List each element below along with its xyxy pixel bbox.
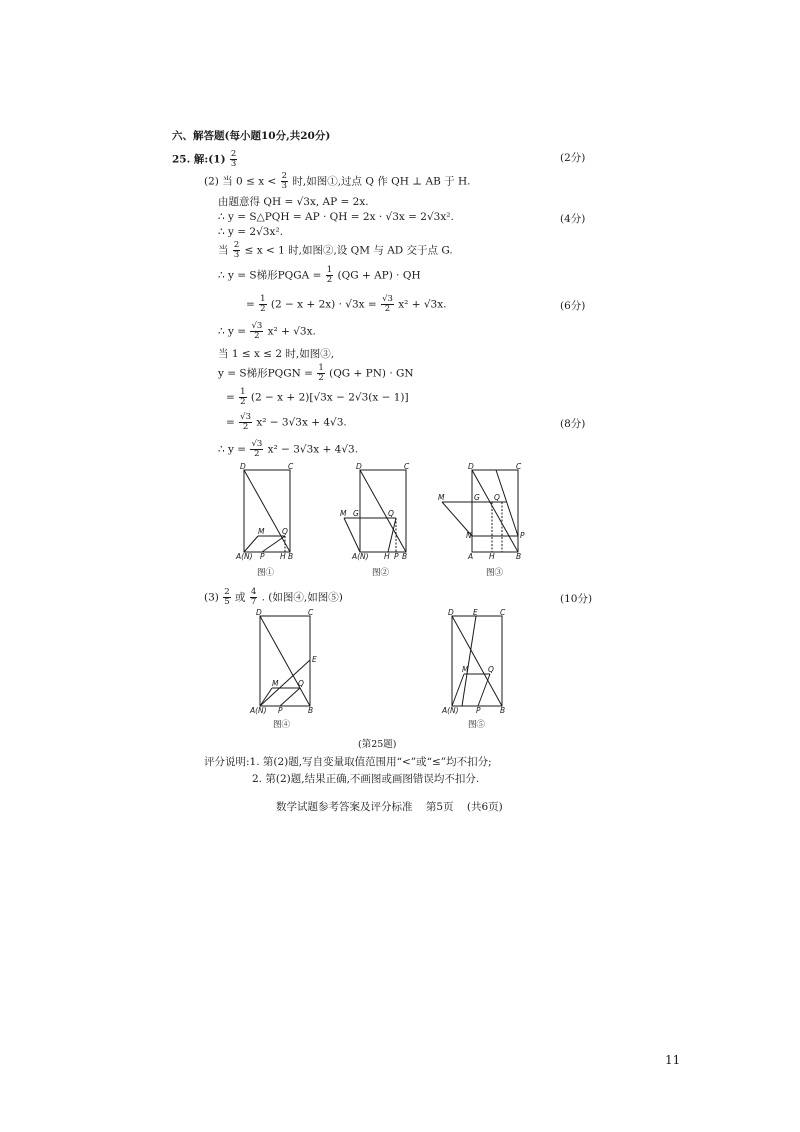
figure-4 bbox=[250, 608, 320, 714]
figure-5 bbox=[442, 608, 512, 714]
part2-line11: = $\frac{1}{2}$ (2 − x + 2)[√3x − 2√3(x − 1)] bbox=[226, 387, 409, 407]
svg-text:P: P bbox=[394, 552, 399, 561]
svg-text:C: C bbox=[516, 462, 522, 471]
svg-text:A(N): A(N) bbox=[352, 552, 369, 561]
svg-text:Q: Q bbox=[488, 665, 494, 674]
scoring-note-2: 2. 第(2)题,结果正确,不画图或画图错误均不扣分. bbox=[252, 773, 480, 785]
svg-text:A(N): A(N) bbox=[236, 552, 253, 561]
svg-text:P: P bbox=[520, 531, 525, 540]
part2-line12: = $\frac{√3}{2}$ x² − 3√3x + 4√3. bbox=[226, 412, 347, 432]
svg-text:D: D bbox=[256, 608, 262, 617]
part2-line13: ∴ y = $\frac{√3}{2}$ x² − 3√3x + 4√3. bbox=[218, 439, 359, 459]
svg-text:Q: Q bbox=[388, 509, 394, 518]
part2-line2: 由题意得 QH = √3x, AP = 2x. bbox=[218, 196, 369, 208]
svg-text:A: A bbox=[468, 552, 474, 561]
svg-text:G: G bbox=[353, 509, 359, 518]
page-footer: 数学试题参考答案及评分标准 第5页 (共6页) bbox=[276, 801, 503, 813]
svg-text:P: P bbox=[476, 706, 481, 715]
part2-case1: (2) 当 0 ≤ x < $\frac{2}{3}$ 时,如图①,过点 Q 作 QH ⊥ AB 于 H. bbox=[204, 171, 471, 191]
svg-text:A(N): A(N) bbox=[250, 706, 267, 715]
svg-text:D: D bbox=[356, 462, 362, 471]
part2-line3: ∴ y = S△PQH = AP · QH = 2x · √3x = 2√3x². bbox=[218, 211, 454, 223]
caption-fig2: 图② bbox=[372, 568, 390, 578]
svg-text:Q: Q bbox=[298, 679, 304, 688]
svg-text:P: P bbox=[260, 552, 265, 561]
svg-text:C: C bbox=[500, 608, 506, 617]
answer1-fraction: $\frac{2}{3}$ bbox=[230, 149, 237, 169]
svg-text:P: P bbox=[278, 706, 283, 715]
svg-text:E: E bbox=[312, 655, 317, 664]
caption-fig4: 图④ bbox=[273, 720, 291, 730]
svg-text:N: N bbox=[466, 531, 472, 540]
svg-text:B: B bbox=[308, 706, 314, 715]
svg-text:H: H bbox=[384, 552, 390, 561]
svg-text:B: B bbox=[402, 552, 408, 561]
svg-text:C: C bbox=[308, 608, 314, 617]
svg-text:C: C bbox=[404, 462, 410, 471]
svg-text:Q: Q bbox=[494, 493, 500, 502]
svg-text:M: M bbox=[340, 509, 347, 518]
points-4: (8分) bbox=[560, 418, 586, 430]
svg-text:M: M bbox=[438, 493, 445, 502]
answer-part1 bbox=[172, 150, 238, 169]
svg-text:Q: Q bbox=[282, 527, 288, 536]
svg-text:C: C bbox=[288, 462, 294, 471]
part2-line6: ∴ y = S梯形PQGA = $\frac{1}{2}$ (QG + AP) · QH bbox=[218, 265, 421, 285]
figure-1 bbox=[236, 462, 298, 560]
figure-3 bbox=[436, 462, 532, 560]
svg-text:A(N): A(N) bbox=[442, 706, 459, 715]
svg-text:M: M bbox=[272, 679, 279, 688]
svg-text:M: M bbox=[258, 527, 265, 536]
problem-label: 25. 解:(1) bbox=[172, 153, 226, 166]
part2-line8: ∴ y = $\frac{√3}{2}$ x² + √3x. bbox=[218, 321, 316, 341]
problem-caption: (第25题) bbox=[358, 739, 397, 750]
part2-line4: ∴ y = 2√3x². bbox=[218, 226, 283, 238]
scoring-note-1: 评分说明:1. 第(2)题,写自变量取值范围用“<”或“≤”均不扣分; bbox=[204, 756, 492, 768]
part2-case2: 当 $\frac{2}{3}$ ≤ x < 1 时,如图②,设 QM 与 AD 交于点 G. bbox=[218, 240, 453, 260]
figure-2 bbox=[338, 462, 414, 560]
points-5: (10分) bbox=[560, 593, 593, 605]
svg-text:D: D bbox=[468, 462, 474, 471]
svg-text:D: D bbox=[240, 462, 246, 471]
svg-text:M: M bbox=[462, 665, 469, 674]
page-number: 11 bbox=[665, 1053, 681, 1067]
svg-text:G: G bbox=[474, 493, 480, 502]
caption-fig5: 图⑤ bbox=[468, 720, 486, 730]
points-2: (4分) bbox=[560, 213, 586, 225]
svg-text:E: E bbox=[473, 608, 478, 617]
points-1: (2分) bbox=[560, 152, 586, 164]
svg-text:D: D bbox=[448, 608, 454, 617]
part2-line10: y = S梯形PQGN = $\frac{1}{2}$ (QG + PN) · GN bbox=[218, 363, 414, 383]
svg-text:H: H bbox=[489, 552, 495, 561]
part3-answer: (3) $\frac{2}{5}$ 或 $\frac{4}{7}$ . (如图④,如图⑤) bbox=[204, 587, 343, 607]
svg-text:B: B bbox=[288, 552, 294, 561]
part2-case3: 当 1 ≤ x ≤ 2 时,如图③, bbox=[218, 348, 335, 360]
svg-text:H: H bbox=[280, 552, 286, 561]
caption-fig3: 图③ bbox=[486, 568, 504, 578]
svg-text:B: B bbox=[500, 706, 506, 715]
caption-fig1: 图① bbox=[257, 568, 275, 578]
points-3: (6分) bbox=[560, 300, 586, 312]
section-header: 六、解答题(每小题10分,共20分) bbox=[172, 130, 331, 142]
part2-line7: = $\frac{1}{2}$ (2 − x + 2x) · √3x = $\frac{√3}{2}$ x² + √3x. bbox=[246, 294, 447, 314]
svg-text:B: B bbox=[516, 552, 522, 561]
